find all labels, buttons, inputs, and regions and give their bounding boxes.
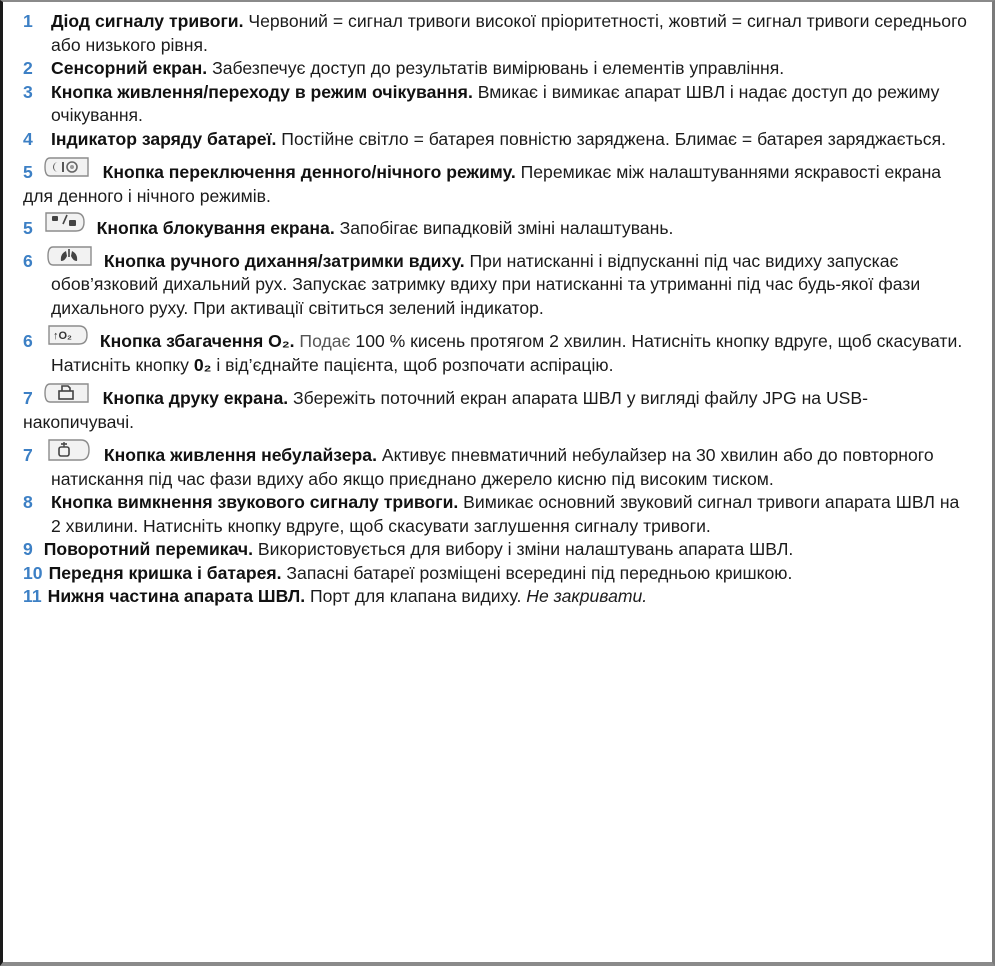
list-item-day-night (3, 161, 993, 208)
item-title: Кнопка друку екрана. (102, 388, 289, 408)
item-warning: Не закривати. (526, 586, 648, 606)
item-description: Вимикає основний звуковий сигнал тривоги апарата ШВЛ на 2 хвилини. Натисніть кнопку вдруге, щоб скасувати заглушення сигналу тривоги. (51, 492, 960, 536)
item-description: Активує пневматичний небулайзер на 30 хвилин або до повторного натискання під час фази вдиху або якщо приєднано джерело кисню під високим тиском. (51, 445, 934, 489)
print-screen-icon (44, 382, 92, 400)
item-title: Діод сигналу тривоги. (51, 11, 244, 31)
screen-lock-icon (44, 212, 86, 230)
o2-key-label: 0₂ (193, 354, 212, 375)
list-item-o2-enrichment (3, 330, 993, 377)
manual-breath-icon (47, 245, 93, 263)
item-title: Кнопка ручного дихання/затримки вдиху. (103, 250, 465, 271)
item-description: Запасні батареї розміщені всередині під передньою кришкою. (281, 562, 793, 583)
item-number: 7 (23, 445, 33, 465)
item-number: 4 (23, 128, 33, 149)
list-item-screen-lock (3, 217, 993, 241)
list-item-power-standby (3, 81, 993, 128)
item-title: Кнопка переключення денного/нічного режиму. (102, 162, 516, 182)
list-item-print-screen (3, 387, 993, 434)
item-title: Передня кришка і батарея. (48, 562, 282, 583)
list-item-alarm-silence (3, 491, 993, 538)
item-description: Запобігає випадковій зміні налаштувань. (334, 218, 674, 238)
item-description: Забезпечує доступ до результатів вимірювань і елементів управління. (207, 58, 785, 78)
item-description: Постійне світло = батарея повністю заряджена. Блимає = батарея заряджається. (276, 128, 946, 149)
item-number: 10 (23, 562, 43, 583)
item-number: 2 (23, 58, 33, 78)
item-number: 5 (23, 218, 33, 238)
item-description: Збережіть поточний екран апарата ШВЛ у вигляді файлу JPG на USB-накопичувачі. (23, 388, 869, 432)
list-item-battery-indicator (3, 128, 993, 152)
item-description: 100 % кисень протягом 2 хвилин. Натисніть кнопку вдруге, щоб скасувати. Натисніть кнопку (51, 331, 963, 375)
item-number: 6 (23, 250, 33, 271)
item-title: Нижня частина апарата ШВЛ. (47, 586, 306, 606)
item-number: 6 (23, 331, 33, 351)
item-number: 5 (23, 162, 33, 182)
item-title: Поворотний перемикач. (43, 539, 254, 559)
item-title: Індикатор заряду батареї. (51, 128, 277, 149)
item-description-lead: Подає (294, 331, 351, 351)
item-title: Кнопка вимкнення звукового сигналу тривоги. (51, 492, 459, 512)
list-item-ventilator-bottom (3, 585, 993, 609)
list-item-nebulizer (3, 444, 993, 491)
item-description: Використовується для вибору і зміни налаштувань апарата ШВЛ. (253, 539, 794, 559)
item-description: Порт для клапана видиху. (305, 586, 527, 606)
item-number: 3 (23, 81, 33, 102)
day-night-icon (44, 156, 92, 174)
item-description: Червоний = сигнал тривоги високої пріоритетності, жовтий = сигнал тривоги середнього або низького рівня. (51, 11, 967, 55)
o2-enrichment-icon (47, 325, 89, 343)
item-number: 7 (23, 388, 33, 408)
item-number: 1 (23, 11, 33, 31)
nebulizer-icon (47, 439, 93, 457)
list-item-rotary-knob (3, 538, 993, 562)
list-item-manual-breath (3, 250, 993, 321)
svg-text:↑O₂: ↑O₂ (53, 330, 72, 342)
item-number: 8 (23, 492, 33, 512)
item-description: Вмикає і вимикає апарат ШВЛ і надає доступ до режиму очікування. (51, 81, 940, 125)
item-number: 11 (23, 586, 42, 606)
item-description-end: і від’єднайте пацієнта, щоб розпочати аспірацію. (211, 354, 614, 375)
item-title: Кнопка блокування екрана. (96, 218, 335, 238)
item-number: 9 (23, 539, 33, 559)
item-title: Кнопка живлення/переходу в режим очікування. (51, 81, 473, 102)
list-item-front-cover (3, 562, 993, 586)
item-description: При натисканні і відпусканні під час видиху запускає обов’язковий дихальний рух. Запускає затримку вдиху при натисканні та утриманні під час будь-якої фази дихального руху. При активації світиться зелений індикатор. (51, 250, 921, 318)
component-list (3, 10, 993, 609)
item-title: Кнопка збагачення O₂. (99, 331, 295, 351)
item-description: Перемикає між налаштуваннями яскравості екрана для денного і нічного режимів. (23, 162, 942, 206)
list-item-alarm-led (3, 10, 993, 57)
item-title: Кнопка живлення небулайзера. (103, 445, 377, 465)
list-item-touchscreen (3, 57, 993, 81)
item-title: Сенсорний екран. (51, 58, 208, 78)
